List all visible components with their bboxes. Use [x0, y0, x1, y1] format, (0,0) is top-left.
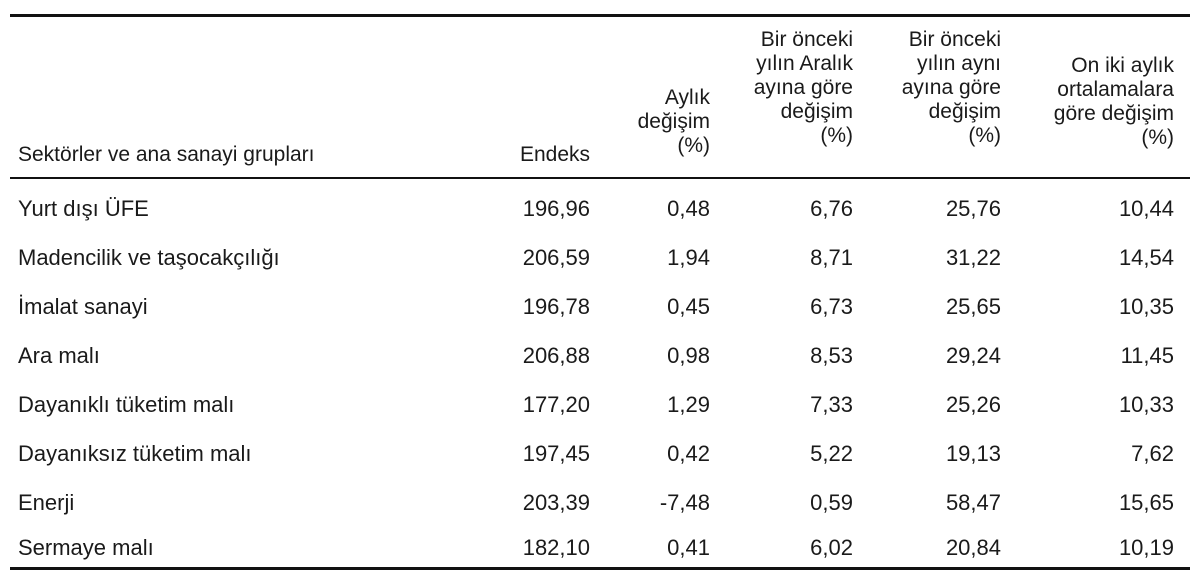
- index-value: 196,96: [522, 196, 590, 221]
- same-month-change-value: 31,22: [945, 245, 1001, 270]
- header-index: Endeks: [519, 143, 590, 166]
- header-same-month-change: Bir önceki yılın aynı ayına göre değişim (%): [901, 28, 1001, 147]
- table-row: [0, 331, 1200, 380]
- index-value: 206,59: [522, 245, 590, 270]
- monthly-change-value: -7,48: [659, 490, 710, 515]
- index-value: 177,20: [522, 392, 590, 417]
- header-monthly-change: Aylık değişim (%): [637, 86, 710, 157]
- table-row: [0, 478, 1200, 527]
- index-value: 206,88: [522, 343, 590, 368]
- twelve-month-change-value: 7,62: [1131, 441, 1174, 466]
- index-value: 197,45: [522, 441, 590, 466]
- index-value: 182,10: [522, 535, 590, 560]
- december-change-value: 8,71: [810, 245, 853, 270]
- twelve-month-change-value: 14,54: [1118, 245, 1174, 270]
- december-change-value: 8,53: [810, 343, 853, 368]
- table-top-rule: [10, 14, 1190, 17]
- row-label: Ara malı: [18, 343, 100, 368]
- row-label: İmalat sanayi: [18, 294, 148, 319]
- monthly-change-value: 1,29: [667, 392, 710, 417]
- header-december-change: Bir önceki yılın Aralık ayına göre değişim (%): [753, 28, 853, 147]
- table-row: [0, 282, 1200, 331]
- same-month-change-value: 20,84: [945, 535, 1001, 560]
- table-row: [0, 429, 1200, 478]
- december-change-value: 5,22: [810, 441, 853, 466]
- december-change-value: 0,59: [810, 490, 853, 515]
- row-label: Sermaye malı: [18, 535, 154, 560]
- index-value: 203,39: [522, 490, 590, 515]
- monthly-change-value: 0,42: [667, 441, 710, 466]
- twelve-month-change-value: 10,19: [1118, 535, 1174, 560]
- december-change-value: 6,02: [810, 535, 853, 560]
- row-label: Madencilik ve taşocakçılığı: [18, 245, 280, 270]
- table-bottom-rule: [10, 567, 1190, 570]
- same-month-change-value: 25,65: [945, 294, 1001, 319]
- same-month-change-value: 19,13: [945, 441, 1001, 466]
- row-label: Dayanıklı tüketim malı: [18, 392, 235, 417]
- same-month-change-value: 29,24: [945, 343, 1001, 368]
- monthly-change-value: 0,41: [667, 535, 710, 560]
- same-month-change-value: 25,76: [945, 196, 1001, 221]
- twelve-month-change-value: 15,65: [1118, 490, 1174, 515]
- row-label: Yurt dışı ÜFE: [18, 196, 149, 221]
- twelve-month-change-value: 11,45: [1120, 343, 1174, 368]
- row-label: Dayanıksız tüketim malı: [18, 441, 252, 466]
- same-month-change-value: 25,26: [945, 392, 1001, 417]
- monthly-change-value: 0,98: [667, 343, 710, 368]
- december-change-value: 6,76: [810, 196, 853, 221]
- header-divider-rule: [10, 177, 1190, 179]
- december-change-value: 6,73: [810, 294, 853, 319]
- monthly-change-value: 0,45: [667, 294, 710, 319]
- december-change-value: 7,33: [810, 392, 853, 417]
- table-row: [0, 524, 1200, 567]
- same-month-change-value: 58,47: [945, 490, 1001, 515]
- monthly-change-value: 0,48: [667, 196, 710, 221]
- twelve-month-change-value: 10,44: [1118, 196, 1174, 221]
- twelve-month-change-value: 10,35: [1118, 294, 1174, 319]
- table-row: [0, 380, 1200, 429]
- header-sector: Sektörler ve ana sanayi grupları: [18, 143, 315, 166]
- row-label: Enerji: [18, 490, 75, 515]
- twelve-month-change-value: 10,33: [1118, 392, 1174, 417]
- index-value: 196,78: [522, 294, 590, 319]
- table-row: [0, 233, 1200, 282]
- table-row: [0, 184, 1200, 233]
- header-twelve-month-change: On iki aylık ortalamalara göre değişim (%): [1053, 54, 1174, 149]
- monthly-change-value: 1,94: [667, 245, 710, 270]
